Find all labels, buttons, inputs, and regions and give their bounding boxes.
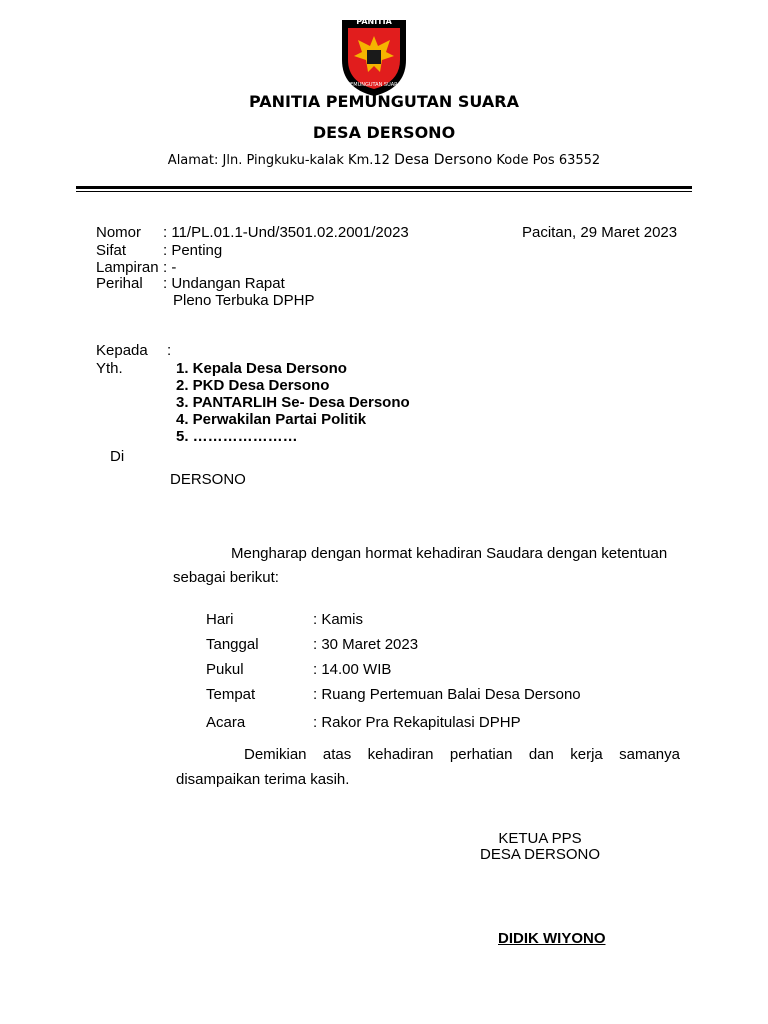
nomor-value: : 11/PL.01.1-Und/3501.02.2001/2023 xyxy=(163,224,409,241)
sifat-label: Sifat xyxy=(96,242,127,259)
org-name-line2: DESA DERSONO xyxy=(312,123,456,142)
address-village: Desa Dersono xyxy=(394,152,493,168)
closing-line-1: Demikian atas kehadiran perhatian dan kerja samanya xyxy=(244,746,680,763)
address-prefix: Alamat: Jln. Pingkuku-kalak Km.12 xyxy=(167,153,390,168)
perihal-value-2: Pleno Terbuka DPHP xyxy=(173,292,315,309)
detail-value: : Rakor Pra Rekapitulasi DPHP xyxy=(313,714,521,731)
svg-text:PEMUNGUTAN SUARA: PEMUNGUTAN SUARA xyxy=(347,82,401,88)
org-name-line1: PANITIA PEMUNGUTAN SUARA xyxy=(248,92,519,111)
header-rule-thin xyxy=(76,191,692,192)
intro-line-1: Mengharap dengan hormat kehadiran Saudara dengan ketentuan xyxy=(231,545,668,562)
detail-value: : 14.00 WIB xyxy=(313,661,392,678)
recipient-item: 4. Perwakilan Partai Politik xyxy=(176,411,367,428)
nomor-label: Nomor xyxy=(96,224,142,241)
signature-name: DIDIK WIYONO xyxy=(498,930,606,947)
kepada-colon: : xyxy=(167,342,172,359)
sifat-value: : Penting xyxy=(163,242,223,259)
detail-label: Hari xyxy=(206,611,234,628)
di-label: Di xyxy=(110,448,125,465)
perihal-label: Perihal xyxy=(96,275,143,292)
kepada-label: Kepada xyxy=(96,342,148,359)
signature-title-1: KETUA PPS xyxy=(498,830,582,847)
lampiran-value: : - xyxy=(163,259,177,276)
svg-text:PANITIA: PANITIA xyxy=(356,17,392,26)
pps-logo xyxy=(334,10,414,98)
detail-value: : Ruang Pertemuan Balai Desa Dersono xyxy=(313,686,581,703)
detail-value: : 30 Maret 2023 xyxy=(313,636,419,653)
recipient-item: 1. Kepala Desa Dersono xyxy=(176,360,347,377)
detail-label: Acara xyxy=(206,714,246,731)
location: DERSONO xyxy=(170,471,246,488)
header-rule-thick xyxy=(76,186,692,189)
closing-line-2: disampaikan terima kasih. xyxy=(176,771,350,788)
recipient-item: 3. PANTARLIH Se- Desa Dersono xyxy=(176,394,410,411)
detail-label: Pukul xyxy=(206,661,244,678)
detail-label: Tanggal xyxy=(206,636,259,653)
place-date: Pacitan, 29 Maret 2023 xyxy=(522,224,678,241)
address-postal: Kode Pos 63552 xyxy=(496,153,601,168)
perihal-value-1: : Undangan Rapat xyxy=(163,275,285,292)
lampiran-label: Lampiran xyxy=(96,259,159,276)
recipient-item: 5. ………………… xyxy=(176,428,298,445)
signature-title-2: DESA DERSONO xyxy=(479,846,601,863)
intro-line-2: sebagai berikut: xyxy=(173,569,279,586)
detail-label: Tempat xyxy=(206,686,256,703)
detail-value: : Kamis xyxy=(313,611,364,628)
recipient-item: 2. PKD Desa Dersono xyxy=(176,377,330,394)
address-line xyxy=(0,152,768,168)
yth-label: Yth. xyxy=(96,360,123,377)
